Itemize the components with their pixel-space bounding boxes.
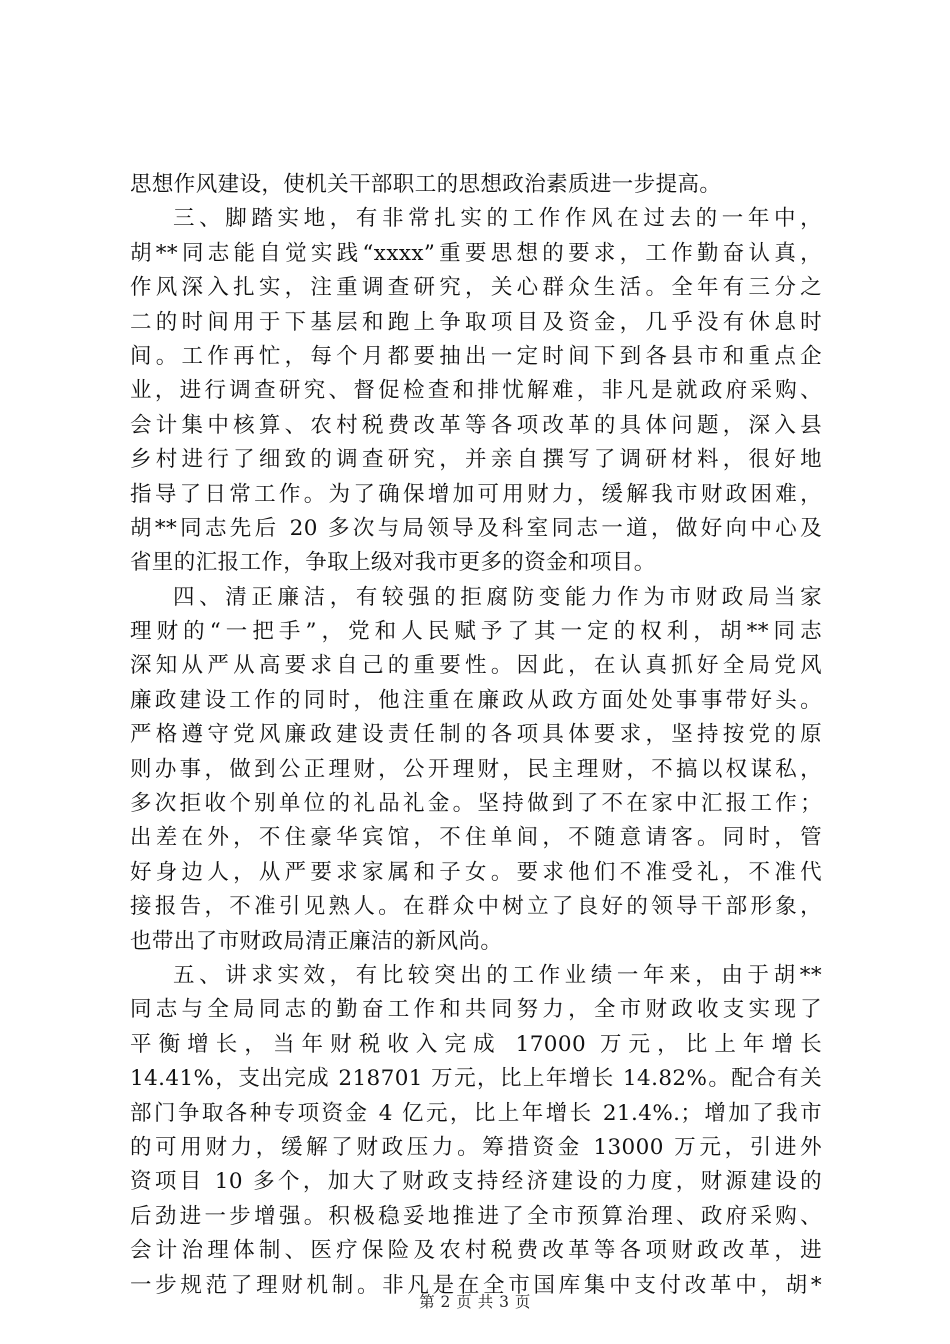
text-line: 的可用财力，缓解了财政压力。筹措资金 13000 万元，引进外: [130, 1134, 822, 1160]
text-line: 会计集中核算、农村税费改革等各项改革的具体问题，深入县: [130, 412, 822, 438]
text-line: 廉政建设工作的同时，他注重在廉政从政方面处处事事带好头。: [130, 687, 822, 713]
text-line: 胡**同志能自觉实践“xxxx”重要思想的要求，工作勤奋认真，: [130, 240, 822, 266]
text-line: 省里的汇报工作，争取上级对我市更多的资金和项目。: [130, 550, 656, 576]
text-line: 思想作风建设，使机关干部职工的思想政治素质进一步提高。: [130, 172, 722, 197]
text-line: 多次拒收个别单位的礼品礼金。坚持做到了不在家中汇报工作；: [130, 791, 822, 817]
text-line: 深知从严从高要求自己的重要性。因此，在认真抓好全局党风: [130, 653, 822, 679]
text-line: 也带出了市财政局清正廉洁的新风尚。: [130, 928, 503, 954]
paragraph-first-line: 三、脚踏实地，有非常扎实的工作作风在过去的一年中，: [173, 206, 822, 232]
text-line: 胡**同志先后 20 多次与局领导及科室同志一道，做好向中心及: [130, 515, 822, 541]
text-line: 则办事，做到公正理财，公开理财，民主理财，不搞以权谋私，: [130, 756, 822, 782]
text-line: 接报告，不准引见熟人。在群众中树立了良好的领导干部形象，: [130, 894, 822, 920]
text-line: 指导了日常工作。为了确保增加可用财力，缓解我市财政困难，: [130, 481, 822, 507]
text-line: 作风深入扎实，注重调查研究，关心群众生活。全年有三分之: [130, 275, 822, 301]
text-line: 后劲进一步增强。积极稳妥地推进了全市预算治理、政府采购、: [130, 1203, 822, 1229]
text-line: 好身边人，从严要求家属和子女。要求他们不准受礼，不准代: [130, 859, 822, 885]
text-line: 间。工作再忙，每个月都要抽出一定时间下到各县市和重点企: [130, 343, 822, 369]
text-line: 严格遵守党风廉政建设责任制的各项具体要求，坚持按党的原: [130, 722, 822, 748]
text-line: 资项目 10 多个，加大了财政支持经济建设的力度，财源建设的: [130, 1169, 822, 1195]
text-line: 业，进行调查研究、督促检查和排忧解难，非凡是就政府采购、: [130, 378, 822, 404]
text-line: 二的时间用于下基层和跑上争取项目及资金，几乎没有休息时: [130, 309, 822, 335]
page-footer: 第 2 页 共 3 页: [419, 1293, 531, 1311]
paragraph-first-line: 四、清正廉洁，有较强的拒腐防变能力作为市财政局当家: [173, 584, 822, 610]
document-body: [130, 168, 822, 1303]
paragraph-first-line: 五、讲求实效，有比较突出的工作业绩一年来，由于胡**: [173, 962, 822, 988]
text-line: 平衡增长，当年财税收入完成 17000 万元，比上年增长: [130, 1031, 822, 1057]
text-line: 乡村进行了细致的调查研究，并亲自撰写了调研材料，很好地: [130, 447, 822, 473]
text-line: 一步规范了理财机制。非凡是在全市国库集中支付改革中，胡*: [130, 1272, 822, 1298]
text-line: 会计治理体制、医疗保险及农村税费改革等各项财政改革，进: [130, 1238, 822, 1264]
text-line: 14.41%，支出完成 218701 万元，比上年增长 14.82%。配合有关: [130, 1066, 822, 1092]
text-line: 理财的“一把手”，党和人民赋予了其一定的权利，胡**同志: [130, 619, 822, 645]
text-line: 同志与全局同志的勤奋工作和共同努力，全市财政收支实现了: [130, 997, 822, 1023]
text-line: 部门争取各种专项资金 4 亿元，比上年增长 21.4%.；增加了我市: [130, 1100, 822, 1126]
text-line: 出差在外，不住豪华宾馆，不住单间，不随意请客。同时，管: [130, 825, 822, 851]
